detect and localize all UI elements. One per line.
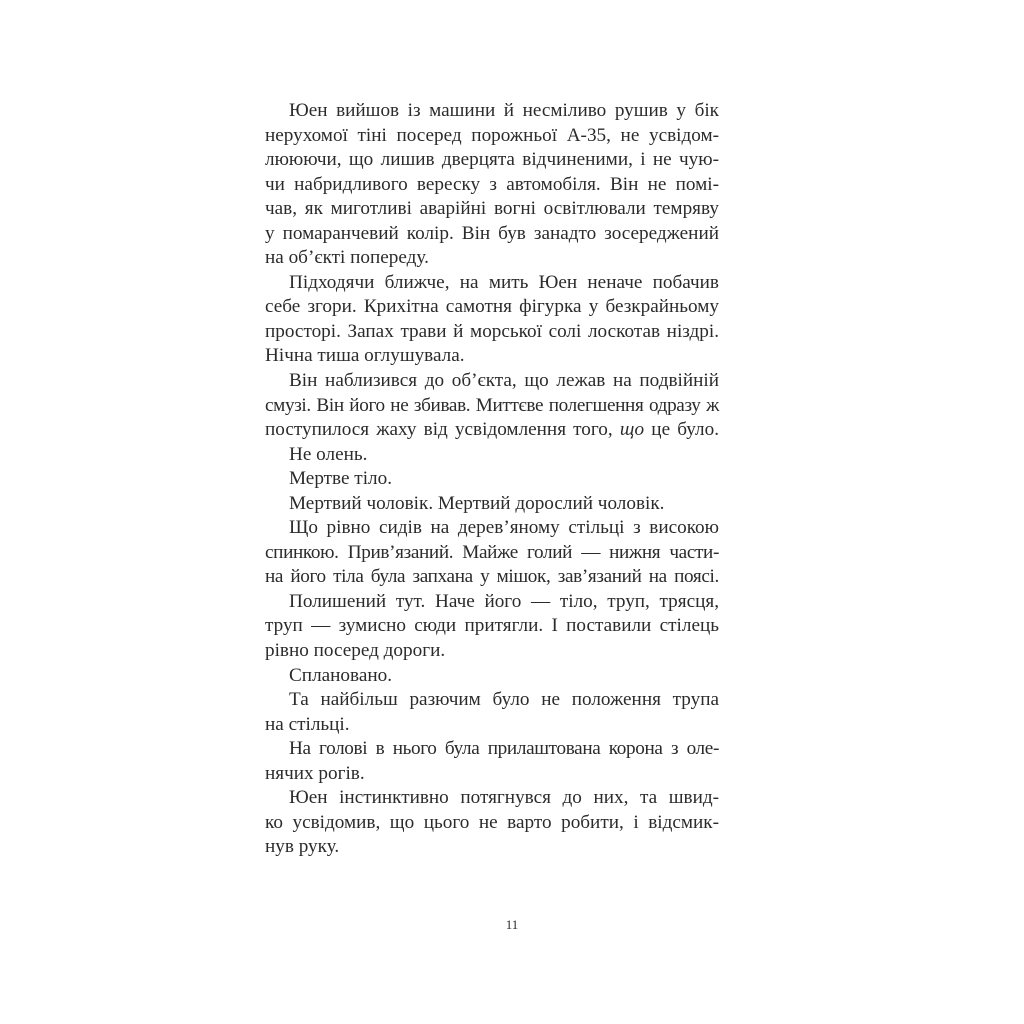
paragraph-5 <box>265 467 719 492</box>
text-line: нерухомої тіні посеред порожньої А-35, не усвідом- <box>265 124 719 146</box>
text-line: Та найбільш разючим було не положення трупа <box>289 689 719 711</box>
paragraph-6 <box>265 492 719 517</box>
text-line: ко усвідомив, що цього не варто робити, і відсмик- <box>265 811 719 833</box>
text-line: рівно посеред дороги. <box>265 640 446 662</box>
text-run: це було. <box>644 419 719 441</box>
text-line: Нічна тиша оглушувала. <box>265 345 465 367</box>
text-line: Мертве тіло. <box>289 468 392 490</box>
text-line: на стільці. <box>265 713 350 735</box>
text-line: лююючи, що лишив дверцята відчиненими, і не чую- <box>265 149 719 171</box>
text-line: Сплановано. <box>289 664 393 686</box>
text-line: Він наблизився до об’єкта, що лежав на подвійній <box>289 370 719 392</box>
text-line: Юен інстинктивно потягнувся до них, та швид- <box>289 787 719 809</box>
book-page-body <box>265 99 719 860</box>
text-line: Підходячи ближче, на мить Юен неначе побачив <box>289 271 719 293</box>
text-line: Що рівно сидів на дерев’яному стільці з високою <box>289 517 719 539</box>
text-line: чав, як миготливі аварійні вогні освітлювали темряву <box>265 198 719 220</box>
text-line: чи набридливого вереску з автомобіля. Він не помі- <box>265 173 719 195</box>
text-line: смузі. Він його не збивав. Миттєве полегшення одразу ж <box>265 394 719 416</box>
page-number: 11 <box>505 917 519 932</box>
paragraph-7 <box>265 516 719 590</box>
text-line: спинкою. Прив’язаний. Майже голий — нижня части- <box>265 541 719 563</box>
paragraph-10 <box>265 688 719 737</box>
text-line-with-emphasis <box>265 418 719 443</box>
text-line: себе згори. Крихітна самотня фігурка у безкрайньому <box>265 296 719 318</box>
text-line: на об’єкті попереду. <box>265 247 429 269</box>
text-line: на його тіла була запхана у мішок, зав’язаний на поясі. <box>265 566 719 588</box>
text-line: Мертвий чоловік. Мертвий дорослий чоловік. <box>289 492 665 514</box>
paragraph-1 <box>265 99 719 271</box>
text-line: просторі. Запах трави й морської солі лоскотав ніздрі. <box>265 320 719 342</box>
text-line: Полишений тут. Наче його — тіло, труп, трясця, <box>289 590 719 612</box>
text-line: у помаранчевий колір. Він був занадто зосереджений <box>265 222 719 244</box>
paragraph-9 <box>265 664 719 689</box>
text-line: Юен вийшов із машини й несміливо рушив у бік <box>289 100 719 121</box>
text-line: На голові в нього була прилаштована корона з оле- <box>289 738 719 760</box>
paragraph-8 <box>265 590 719 664</box>
paragraph-4 <box>265 443 719 468</box>
text-line: труп — зумисно сюди притягли. І поставили стілець <box>265 615 719 637</box>
paragraph-12 <box>265 786 719 860</box>
paragraph-11 <box>265 737 719 786</box>
text-run: поступилося жаху від усвідомлення того, <box>265 419 620 441</box>
emphasized-word: що <box>619 419 645 441</box>
text-line: Не олень. <box>289 443 368 465</box>
text-line: нув руку. <box>265 836 340 858</box>
text-line: нячих рогів. <box>265 762 365 784</box>
paragraph-2 <box>265 271 719 369</box>
paragraph-3 <box>265 369 719 443</box>
